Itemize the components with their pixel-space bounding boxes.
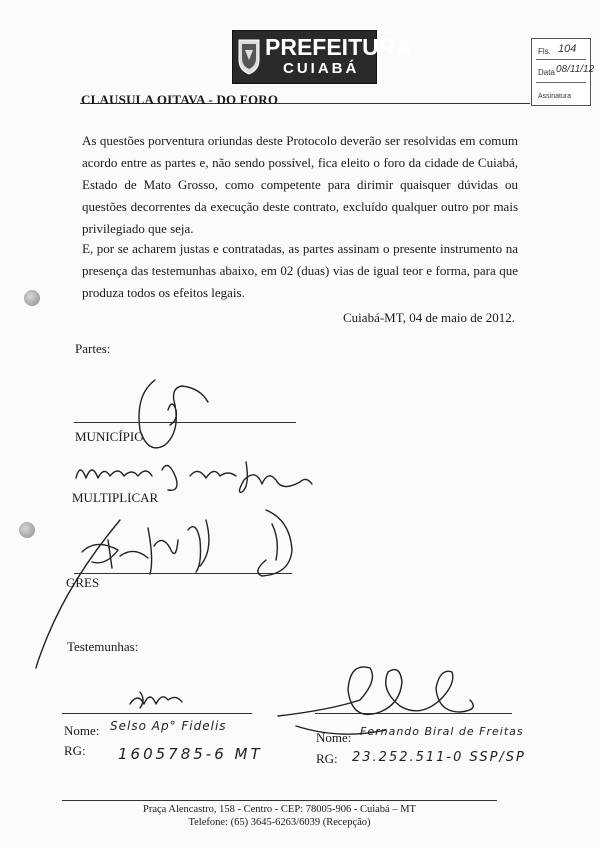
signature-line — [315, 713, 512, 714]
signature-line — [74, 573, 292, 574]
footer-phone: Telefone: (65) 3645-6263/6039 (Recepção) — [188, 817, 371, 828]
party-gres: GRES — [66, 575, 100, 590]
signature-witness1 — [130, 692, 182, 708]
protocol-stamp — [531, 38, 595, 106]
party-municipio: MUNICÍPIO — [75, 429, 144, 444]
punch-hole — [19, 522, 35, 538]
stamp-assinatura-label: Assinatura — [538, 93, 572, 100]
witness2-rg-label: RG: — [316, 751, 338, 766]
signature-multiplicar — [76, 462, 312, 492]
logo-title: PREFEITURA — [265, 34, 412, 60]
witnesses-label: Testemunhas: — [67, 639, 139, 654]
clause-paragraph: As questões porventura oriundas deste Protocolo deverão ser resolvidas em comum acordo entre as partes e, não sendo possível, fica eleito o foro da cidade de Cuiabá, Estado de Mato Grosso, como competente para dirimir quaisquer dúvidas ou questões decorrentes da execução deste contrato, excluído qualquer outro por mais privilegiado que seja. — [82, 133, 518, 236]
signature-line — [62, 713, 252, 714]
stamp-fls-value: 104 — [558, 43, 577, 55]
prefeitura-logo — [232, 30, 412, 84]
footer-address: Praça Alencastro, 158 - Centro - CEP: 78005-906 - Cuiabá – MT — [143, 804, 416, 815]
coat-of-arms-icon — [237, 36, 261, 76]
witness1-name: Selso Ap° Fidelis — [110, 719, 227, 733]
parties-label: Partes: — [75, 341, 111, 356]
clause-heading: CLAUSULA OITAVA - DO FORO — [81, 92, 279, 107]
witness2-name-label: Nome: — [316, 730, 352, 745]
signature-line — [74, 422, 296, 423]
footer-rule — [62, 800, 497, 801]
witness2-rg: 23.252.511-0 SSP/SP — [352, 750, 526, 765]
stamp-divider — [536, 82, 586, 83]
punch-hole — [24, 290, 40, 306]
stamp-fls-label: Fls. — [538, 47, 551, 56]
signature-gres — [82, 510, 292, 576]
signature-municipio — [139, 380, 208, 448]
witness2-name: Fernando Biral de Freitas — [360, 725, 524, 738]
witness1-rg: 1605785-6 MT — [118, 745, 263, 763]
place-date: Cuiabá-MT, 04 de maio de 2012. — [343, 310, 515, 325]
stamp-data-label: Data — [538, 68, 555, 77]
stamp-date-value: 08/11/12 — [556, 64, 595, 75]
witness1-rg-label: RG: — [64, 743, 86, 758]
closing-paragraph: E, por se acharem justas e contratadas, as partes assinam o presente instrumento na presença das testemunhas abaixo, em 02 (duas) vias de igual teor e forma, para que produza todos os efeitos legais. — [82, 241, 518, 300]
logo-subtitle: CUIABÁ — [283, 60, 360, 77]
stamp-divider — [536, 59, 586, 60]
party-multiplicar: MULTIPLICAR — [72, 490, 159, 505]
witness1-name-label: Nome: — [64, 723, 100, 738]
